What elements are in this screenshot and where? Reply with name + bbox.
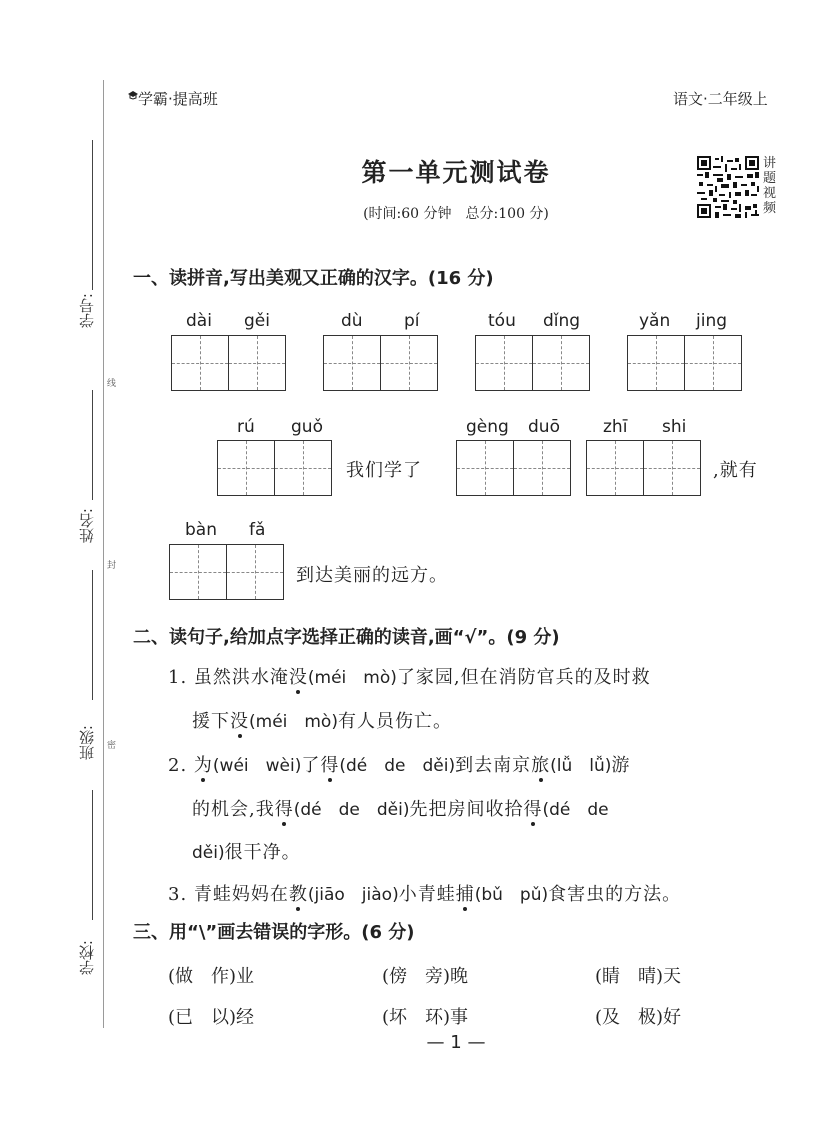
dotted-char: 为 — [194, 751, 213, 777]
glyph-option[interactable]: (及 极)好 — [595, 1007, 682, 1028]
q1-line1: 1. 虽然洪水淹没(méi mò)了家园,但在消防官兵的及时救 — [168, 663, 651, 689]
dotted-char: 得 — [320, 751, 339, 777]
tianzi-grid[interactable] — [323, 335, 438, 391]
pinyin-choice[interactable]: (lǚ lǚ) — [550, 756, 612, 776]
tianzi-cell[interactable] — [627, 335, 685, 391]
dotted-char: 捕 — [456, 880, 475, 906]
pinyin-choice[interactable]: (méi mò) — [307, 668, 397, 688]
glyph-option[interactable]: (睛 晴)天 — [595, 966, 682, 987]
page-subtitle: (时间:60 分钟 总分:100 分) — [363, 206, 549, 222]
glyph-option[interactable]: (傍 旁)晚 — [382, 966, 469, 987]
dotted-char: 旅 — [531, 751, 550, 777]
tianzi-cell[interactable] — [380, 335, 438, 391]
banji-rule — [92, 790, 93, 920]
pinyin-choice[interactable]: (dé de — [542, 800, 609, 820]
margin-mi: 密 — [105, 740, 115, 749]
q1-line2: 援下没(méi mò)有人员伤亡。 — [192, 707, 452, 733]
tianzi-cell[interactable] — [643, 440, 701, 496]
pinyin: dài — [186, 311, 212, 331]
pinyin: yǎn — [639, 311, 671, 331]
tianzi-cell[interactable] — [323, 335, 381, 391]
q2-line2: 的机会,我得(dé de děi)先把房间收拾得(dé de — [192, 795, 609, 821]
tianzi-grid[interactable] — [586, 440, 701, 496]
pinyin: dǐng — [543, 311, 581, 331]
pinyin: dù — [341, 311, 363, 331]
tianzi-cell[interactable] — [228, 335, 286, 391]
pinyin: jing — [696, 311, 728, 331]
banji-label: 班级: — [78, 725, 96, 761]
tianzi-cell[interactable] — [169, 544, 227, 600]
fill-text: 到达美丽的远方。 — [296, 565, 448, 586]
tianzi-cell[interactable] — [586, 440, 644, 496]
pinyin-choice[interactable]: (bǔ pǔ) — [474, 885, 549, 905]
pinyin-choice[interactable]: (méi mò) — [249, 712, 338, 732]
tianzi-grid[interactable] — [456, 440, 571, 496]
q3-line: 3. 青蛙妈妈在教(jiāo jiào)小青蛙捕(bǔ pǔ)食害虫的方法。 — [168, 880, 681, 906]
tianzi-cell[interactable] — [171, 335, 229, 391]
tianzi-cell[interactable] — [217, 440, 275, 496]
tianzi-grid[interactable] — [217, 440, 332, 496]
dotted-char: 没 — [289, 663, 308, 689]
q2-line1: 2. 为(wéi wèi)了得(dé de děi)到去南京旅(lǚ lǚ)游 — [168, 751, 630, 777]
pinyin-choice[interactable]: (jiāo jiào) — [307, 885, 399, 905]
tianzi-cell[interactable] — [456, 440, 514, 496]
tianzi-cell[interactable] — [532, 335, 590, 391]
tianzi-grid[interactable] — [171, 335, 286, 391]
section2-title: 二、读句子,给加点字选择正确的读音,画“√”。(9 分) — [133, 627, 560, 648]
subject-header: 语文·二年级上 — [673, 90, 768, 108]
section1-title: 一、读拼音,写出美观又正确的汉字。(16 分) — [133, 268, 494, 289]
glyph-option[interactable]: (坏 环)事 — [382, 1007, 469, 1028]
pinyin: guǒ — [291, 417, 323, 437]
pinyin: zhī — [603, 417, 628, 437]
pinyin: bàn — [185, 520, 217, 540]
dotted-char: 得 — [523, 795, 542, 821]
pinyin-choice[interactable]: (dé de děi) — [293, 800, 410, 820]
tianzi-cell[interactable] — [274, 440, 332, 496]
tianzi-cell[interactable] — [226, 544, 284, 600]
pinyin: tóu — [488, 311, 516, 331]
xingming-label: 姓名: — [78, 508, 96, 544]
pinyin: rú — [237, 417, 255, 437]
margin-xian: 线 — [105, 378, 115, 387]
xingming-rule-top — [92, 390, 93, 500]
tianzi-grid[interactable] — [169, 544, 284, 600]
pinyin: duō — [528, 417, 560, 437]
dotted-char: 没 — [230, 707, 249, 733]
pinyin: gěi — [244, 311, 270, 331]
xingming-rule — [92, 570, 93, 700]
q2-line3: děi)很干净。 — [192, 842, 301, 863]
pinyin-choice[interactable]: děi) — [192, 843, 225, 863]
dotted-char: 得 — [275, 795, 294, 821]
pinyin-choice[interactable]: (dé de děi) — [339, 756, 456, 776]
glyph-option[interactable]: (已 以)经 — [168, 1007, 255, 1028]
page-number: — 1 — — [426, 1032, 486, 1053]
tianzi-grid[interactable] — [627, 335, 742, 391]
margin-feng: 封 — [105, 560, 115, 569]
brand-text: 学霸·提高班 — [138, 90, 218, 108]
xuexiao-label: 学校: — [78, 940, 96, 976]
fill-text: 我们学了 — [346, 460, 422, 481]
pinyin-choice[interactable]: (wéi wèi) — [212, 756, 302, 776]
tianzi-grid[interactable] — [475, 335, 590, 391]
dotted-char: 教 — [289, 880, 308, 906]
pinyin: pí — [404, 311, 420, 331]
graduation-cap-icon — [128, 90, 138, 100]
fill-text: ,就有 — [713, 460, 758, 481]
tianzi-cell[interactable] — [684, 335, 742, 391]
page-title: 第一单元测试卷 — [361, 158, 551, 187]
tianzi-cell[interactable] — [513, 440, 571, 496]
tianzi-cell[interactable] — [475, 335, 533, 391]
qr-code-icon[interactable] — [697, 156, 759, 218]
pinyin: fǎ — [249, 520, 266, 540]
section3-title: 三、用“\”画去错误的字形。(6 分) — [133, 922, 415, 943]
glyph-option[interactable]: (做 作)业 — [168, 966, 255, 987]
xuehao-label: 学号: — [78, 293, 96, 329]
pinyin: shi — [662, 417, 687, 437]
pinyin: gèng — [466, 417, 509, 437]
qr-label: 讲题视频 — [763, 156, 777, 216]
brand-header — [128, 88, 218, 109]
